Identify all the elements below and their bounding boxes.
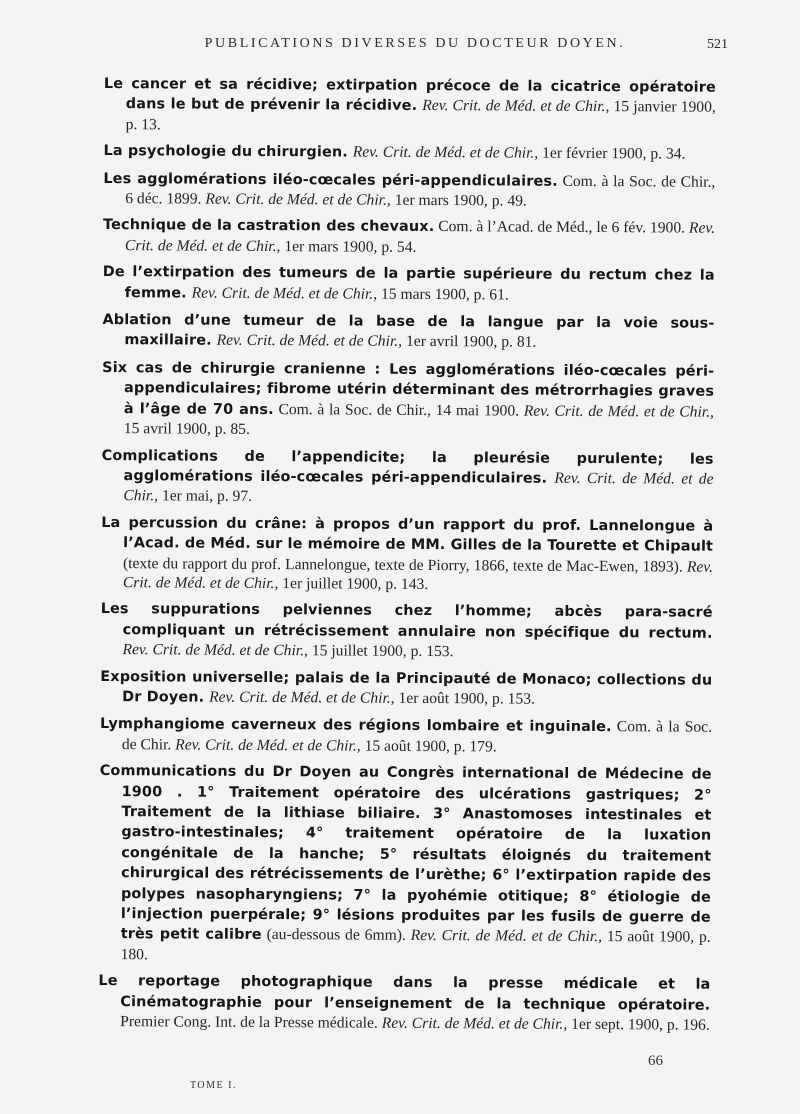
entry-date: 1er août 1900, p. 153.	[394, 689, 535, 708]
entry-journal: Rev. Crit. de Méd. et de Chir.,	[124, 219, 716, 255]
publication-entry	[99, 761, 712, 968]
entry-title: Les suppurations pelviennes chez l’homme; abcès para-sacré compliquant un rétrécissement annulaire non spécifique du rectum.	[100, 601, 713, 642]
entry-date: 1er avril 1900, p. 81.	[402, 333, 537, 352]
entry-reference: Com. à la Soc. de Chir., 14 mai 1900.	[273, 400, 520, 420]
entry-title: La percussion du crâne: à propos d’un rapport du prof. Lannelongue à l’Acad. de Méd. sur le mémoire de MM. Gilles de la Tourette et Chipault	[101, 514, 714, 555]
entry-date: 1er sept. 1900, p. 196.	[567, 1015, 710, 1034]
entry-date: 1er juillet 1900, p. 143.	[278, 575, 429, 593]
entry-date: 15 août 1900, p. 180.	[120, 928, 711, 964]
entry-date: 1er mars 1900, p. 54.	[280, 237, 417, 256]
entry-date: 1er mars 1900, p. 49.	[390, 191, 527, 210]
entry-title: Technique de la castration des chevaux.	[103, 217, 435, 236]
entry-reference: Com. à la Soc. de Chir., 6 déc. 1899.	[125, 172, 716, 208]
publication-list	[98, 74, 716, 1042]
entry-journal: Rev. Crit. de Méd. et de Chir.,	[209, 688, 395, 707]
page-number: 521	[707, 37, 728, 52]
entry-date: 15 mars 1900, p. 61.	[377, 285, 509, 304]
publication-entry	[98, 971, 710, 1035]
entry-reference: Com. à l’Acad. de Méd., le 6 fév. 1900.	[434, 218, 686, 237]
publication-entry	[100, 714, 712, 758]
entry-reference: Premier Cong. Int. de la Presse médicale.	[120, 1013, 378, 1032]
entry-title: Communications du Dr Doyen au Congrès international de Médecine de 1900 . 1° Traitement opératoire des ulcérations gastriques; 2° Traitement de la lithiase biliaire. 3° Anastomoses intestinales et gastro-intestinales; 4° traitement opératoire de la luxation congénitale de la hanche; 5° résultats éloignés du traitement chirurgical des rétrécissements de l’urèthe; 6° l’extirpation rapide des polypes nasopharyngiens; 7° la pyohémie otitique; 8° étiologie de l’injection puerpérale; 9° lésions produites par les fusils de guerre de très petit calibre	[99, 763, 712, 944]
entry-date: 15 juillet 1900, p. 153.	[307, 642, 454, 661]
entry-title: Six cas de chirurgie cranienne : Les agglomérations iléo-cœcales péri-appendiculaires; fibrome utérin déterminant des métrorrhagies graves à l’âge de 70 ans.	[102, 359, 715, 418]
entry-title: Le reportage photographique dans la presse médicale et la Cinématographie pour l’enseignement de la technique opératoire.	[98, 973, 711, 1014]
entry-journal: Rev. Crit. de Méd. et de Chir.,	[201, 190, 391, 209]
entry-title: Les agglomérations iléo-cœcales péri-appendiculaires.	[103, 170, 558, 190]
entry-journal: Rev. Crit. de Méd. et de Chir.,	[377, 1014, 568, 1033]
entry-date: 1er février 1900, p. 34.	[538, 144, 686, 163]
publication-entry	[100, 599, 712, 663]
publication-entry	[103, 215, 715, 259]
publication-entry	[103, 169, 715, 213]
entry-title: La psychologie du chirurgien.	[103, 143, 348, 161]
volume-mark: TOME I.	[190, 1080, 237, 1091]
entry-journal: Rev. Crit. de Méd. et de Chir.,	[352, 143, 539, 162]
entry-date: 15 août 1900, p. 179.	[360, 737, 497, 756]
entry-journal: Rev. Crit. de Méd. et de Chir.,	[171, 736, 361, 755]
entry-title: Exposition universelle; palais de la Principauté de Monaco; collections du Dr Doyen.	[100, 668, 713, 706]
entry-title: Le cancer et sa récidive; extirpation précoce de la cicatrice opératoire dans le but de prévenir la récidive.	[103, 75, 716, 115]
entry-journal: Rev. Crit. de Méd. et de Chir.,	[216, 332, 403, 351]
entry-title: Complications de l’appendicite; la pleurésie purulente; les agglomérations iléo-cœcales péri-appendiculaires.	[101, 447, 714, 487]
publication-entry	[103, 262, 715, 307]
entry-journal: Rev. Crit. de Méd. et de Chir.,	[405, 927, 603, 946]
publication-entry	[102, 358, 714, 442]
entry-title: De l’extirpation des tumeurs de la partie supérieure du rectum chez la femme.	[102, 264, 715, 302]
entry-journal: Rev. Crit. de Méd. et de Chir.,	[122, 641, 309, 660]
entry-journal: Rev. Crit. de Méd. et de Chir.,	[191, 284, 378, 303]
running-title: PUBLICATIONS DIVERSES DU DOCTEUR DOYEN.	[204, 36, 626, 51]
publication-entry	[101, 513, 713, 596]
entry-journal: Rev. Crit. de Méd. et de Chir.,	[519, 402, 715, 421]
publication-entry	[104, 74, 716, 138]
entry-reference: Com. à la Soc. de Chir.	[121, 718, 713, 754]
publication-entry	[103, 141, 715, 165]
entry-reference: (texte du rapport du prof. Lannelongue, texte de Piorry, 1866, texte de Mac-Ewen, 1893).	[122, 554, 683, 576]
entry-title: Lymphangiome caverneux des régions lombaire et inguinale.	[99, 716, 612, 736]
entry-journal: Rev. Crit. de Méd. et de Chir.,	[122, 558, 714, 593]
entry-journal: Rev. Crit. de Méd. et de Chir.,	[123, 469, 714, 505]
sheet-signature: 66	[648, 1053, 663, 1069]
entry-journal: Rev. Crit. de Méd. et de Chir.,	[422, 97, 610, 116]
publication-entry	[102, 310, 714, 355]
entry-title: Ablation d’une tumeur de la base de la langue par la voie sous-maxillaire.	[102, 312, 715, 350]
publication-entry	[101, 445, 713, 509]
entry-reference: (au-dessous de 6mm).	[261, 926, 406, 945]
entry-date: 15 avril 1900, p. 85.	[123, 420, 250, 438]
entry-date: 15 janvier 1900, p. 13.	[125, 98, 716, 134]
entry-date: 1er mai, p. 97.	[158, 487, 253, 506]
publication-entry	[100, 667, 712, 712]
